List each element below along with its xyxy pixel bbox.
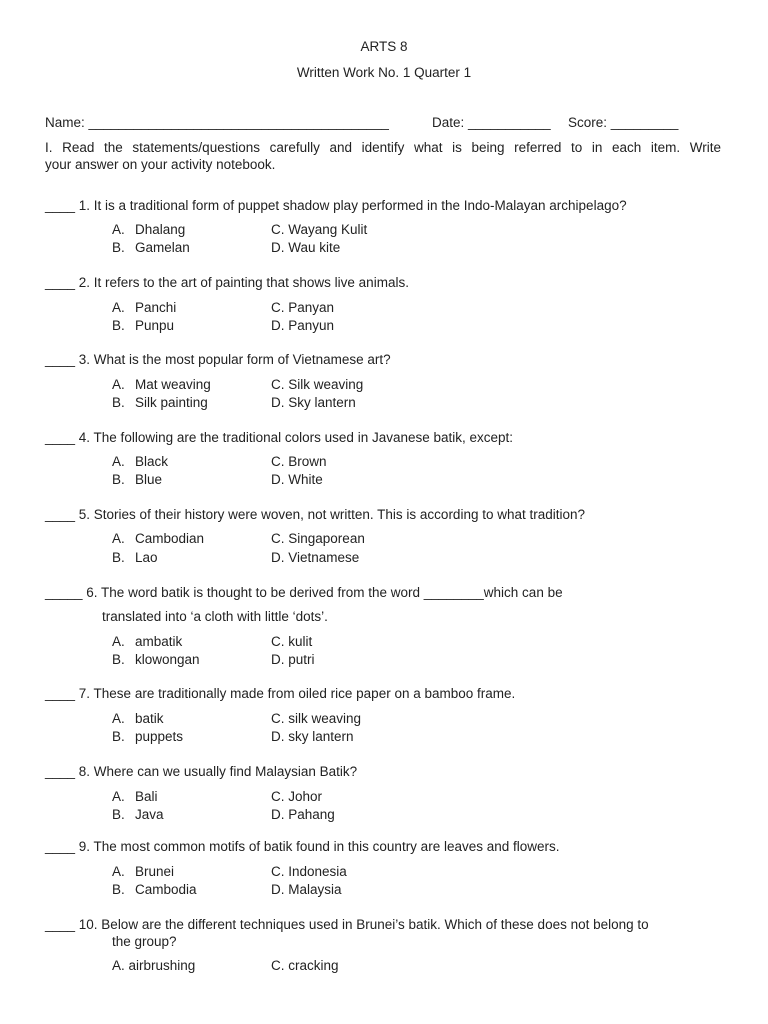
option-10c: C. cracking bbox=[271, 958, 339, 973]
option-2b: B. Punpu bbox=[112, 318, 175, 333]
option-9a: A. Brunei bbox=[112, 864, 175, 879]
option-6b: B. klowongan bbox=[112, 652, 200, 667]
question-1: ____ 1. It is a traditional form of puppet shadow play performed in the Indo-Malayan archipelago? bbox=[45, 198, 627, 213]
question-3: ____ 3. What is the most popular form of Vietnamese art? bbox=[45, 352, 391, 367]
option-5c: C. Singaporean bbox=[271, 531, 365, 546]
question-10: ____ 10. Below are the different techniques used in Brunei’s batik. Which of these does not belong to bbox=[45, 917, 649, 932]
question-8: ____ 8. Where can we usually find Malaysian Batik? bbox=[45, 764, 358, 779]
option-2a: A. Panchi bbox=[112, 300, 177, 315]
option-8a: A. Bali bbox=[112, 789, 158, 804]
option-6c: C. kulit bbox=[271, 634, 313, 649]
option-3b: B. Silk painting bbox=[112, 395, 208, 410]
worksheet-title: Written Work No. 1 Quarter 1 bbox=[296, 65, 472, 80]
question-2: ____ 2. It refers to the art of painting that shows live animals. bbox=[45, 275, 409, 290]
option-1b: B. Gamelan bbox=[112, 240, 190, 255]
option-3d: D. Sky lantern bbox=[271, 395, 356, 410]
question-4: ____ 4. The following are the traditional colors used in Javanese batik, except: bbox=[45, 430, 514, 445]
option-8c: C. Johor bbox=[271, 789, 323, 804]
instructions-line-2: your answer on your activity notebook. bbox=[45, 157, 276, 172]
option-5d: D. Vietnamese bbox=[271, 550, 360, 565]
option-8d: D. Pahang bbox=[271, 807, 335, 822]
question-10-continuation: the group? bbox=[112, 934, 177, 949]
option-10a: A. airbrushing bbox=[112, 958, 196, 973]
option-6a: A. ambatik bbox=[112, 634, 183, 649]
instructions bbox=[45, 139, 721, 173]
option-5b: B. Lao bbox=[112, 550, 158, 565]
question-9: ____ 9. The most common motifs of batik found in this country are leaves and flowers. bbox=[45, 839, 560, 854]
option-9b: B. Cambodia bbox=[112, 882, 197, 897]
subject-heading: ARTS 8 bbox=[360, 39, 408, 54]
option-8b: B. Java bbox=[112, 807, 164, 822]
option-7b: B. puppets bbox=[112, 729, 184, 744]
option-1d: D. Wau kite bbox=[271, 240, 341, 255]
option-1c: C. Wayang Kulit bbox=[271, 222, 368, 237]
question-7: ____ 7. These are traditionally made from oiled rice paper on a bamboo frame. bbox=[45, 686, 516, 701]
option-4b: B. Blue bbox=[112, 472, 163, 487]
option-9d: D. Malaysia bbox=[271, 882, 342, 897]
option-2c: C. Panyan bbox=[271, 300, 335, 315]
question-6: _____ 6. The word batik is thought to be derived from the word ________which can be bbox=[45, 585, 563, 600]
option-4a: A. Black bbox=[112, 454, 169, 469]
question-6-continuation: translated into ‘a cloth with little ‘dots’. bbox=[102, 609, 328, 624]
date-field-label: Date: ___________ bbox=[432, 115, 551, 130]
option-4d: D. White bbox=[271, 472, 323, 487]
instructions-line-1: I. Read the statements/questions carefully and identify what is being referred to in each item. Write bbox=[45, 140, 721, 155]
name-field-label: Name: ________________________________________ bbox=[45, 115, 389, 130]
option-6d: D. putri bbox=[271, 652, 315, 667]
option-5a: A. Cambodian bbox=[112, 531, 205, 546]
option-7a: A. batik bbox=[112, 711, 164, 726]
option-1a: A. Dhalang bbox=[112, 222, 186, 237]
option-7c: C. silk weaving bbox=[271, 711, 362, 726]
score-field-label: Score: _________ bbox=[568, 115, 679, 130]
question-5: ____ 5. Stories of their history were woven, not written. This is according to what tradition? bbox=[45, 507, 586, 522]
option-7d: D. sky lantern bbox=[271, 729, 354, 744]
option-3a: A. Mat weaving bbox=[112, 377, 211, 392]
option-3c: C. Silk weaving bbox=[271, 377, 364, 392]
section-numeral: I. bbox=[45, 140, 53, 155]
option-9c: C. Indonesia bbox=[271, 864, 347, 879]
option-2d: D. Panyun bbox=[271, 318, 335, 333]
option-4c: C. Brown bbox=[271, 454, 327, 469]
